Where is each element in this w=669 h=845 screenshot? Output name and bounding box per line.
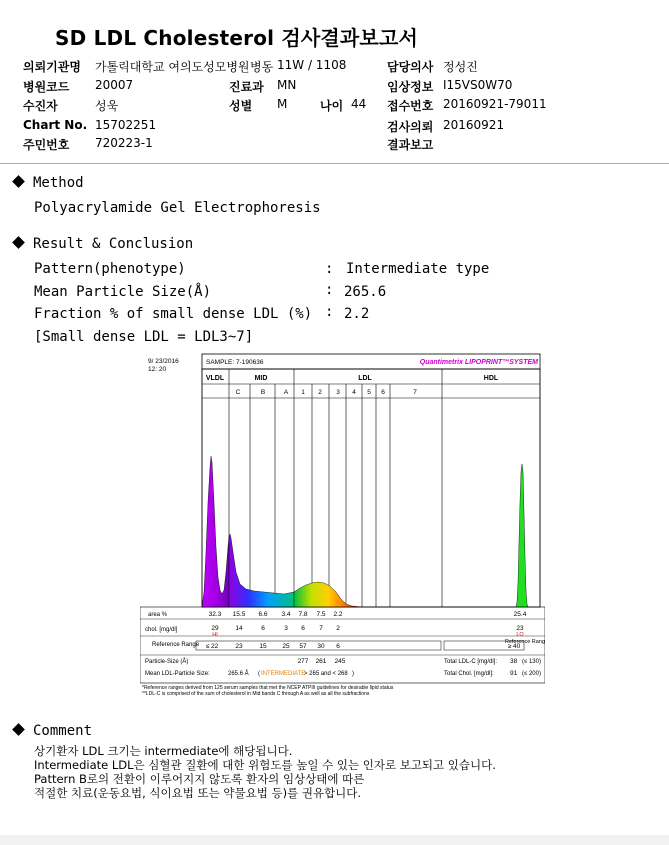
chol-value: 6 [301, 625, 305, 632]
result-heading-text: Result & Conclusion [33, 236, 194, 252]
total-chol-label: Total Chol. [mg/dl]: [444, 671, 494, 677]
resident-label: 주민번호 [23, 138, 70, 152]
sex-value: M [277, 97, 288, 111]
comment-heading [14, 723, 92, 739]
reqdate-label: 검사의뢰 [387, 120, 434, 134]
reqdate-value: 20160921 [443, 118, 505, 132]
chart-no-label: Chart No. [23, 118, 88, 132]
ref-value: ≤ 22 [205, 643, 219, 650]
band-label-b: B [260, 389, 266, 396]
area-value: 32.3 [208, 611, 222, 618]
lipoprint-figure [140, 352, 545, 697]
age-value: 44 [351, 97, 367, 111]
footnote-1: *Reference ranges derived from 125 serum samples that met the NCEP ATPIII guidelines for desirable lipid status [142, 685, 394, 691]
ref-value: 30 [317, 643, 325, 650]
size-label: Mean Particle Size(Å) [34, 284, 212, 300]
comment-line: Pattern B로의 전환이 이루어지지 않도록 환자의 임상상태에 따른 [34, 772, 365, 786]
receipt-label: 접수번호 [387, 99, 434, 113]
header-divider [0, 163, 669, 164]
chol-row-label: chol. [mg/dl] [145, 627, 178, 633]
band-label-c: C [235, 389, 241, 396]
mean-size-ref: > 265 and < 268 [304, 671, 348, 677]
ward-value: 11W / 1108 [277, 58, 347, 72]
chart-no-value: 15702251 [95, 118, 157, 132]
band-label-1: 1 [301, 389, 305, 396]
total-chol-value: 91 [510, 670, 518, 677]
diamond-bullet-icon [12, 723, 25, 736]
org-value: 가톨릭대학교 여의도성모병원 [95, 60, 250, 74]
pattern-colon: : [325, 261, 334, 277]
particle-size-1: 277 [297, 658, 309, 665]
ref-value: 57 [299, 643, 307, 650]
pattern-label: Pattern(phenotype) [34, 261, 186, 277]
sex-label: 성별 [229, 99, 253, 113]
method-heading [14, 175, 84, 191]
mean-size-paren-close: ) [352, 671, 354, 677]
particle-size-2: 261 [315, 658, 327, 665]
chol-value: 7 [319, 625, 323, 632]
area-value: 15.5 [232, 611, 246, 618]
group-label-hdl: HDL [483, 375, 499, 382]
diamond-bullet-icon [12, 175, 25, 188]
chol-value: 14 [235, 625, 243, 632]
patient-label: 수진자 [23, 99, 58, 113]
area-value: 6.6 [258, 611, 268, 618]
age-label: 나이 [320, 99, 344, 113]
band-label-a: A [283, 389, 289, 396]
footnote-2: **LDL-C is comprised of the sum of cholesterol in Mid bands C through A as well as all the subfractions [142, 691, 370, 697]
fraction-label: Fraction % of small dense LDL (%) [34, 306, 313, 322]
chart-sample: SAMPLE: 7-190636 [206, 359, 264, 366]
total-ldl-value: 38 [510, 658, 518, 665]
mean-size-label: Mean LDL-Particle Size: [145, 671, 210, 677]
mean-size-paren-open: ( [258, 671, 260, 677]
hospcode-label: 병원코드 [23, 80, 70, 94]
mean-size-value: 265.6 Å [228, 671, 249, 677]
comment-line: 상기환자 LDL 크기는 intermediate에 해당됩니다. [34, 744, 293, 758]
sdldl-note: [Small dense LDL = LDL3~7] [34, 329, 254, 345]
clinical-value: I15VS0W70 [443, 78, 513, 92]
ref-value: 25 [282, 643, 290, 650]
ref-value: 23 [235, 643, 243, 650]
receipt-value: 20160921-79011 [443, 97, 547, 111]
report-label: 결과보고 [387, 138, 434, 152]
diamond-bullet-icon [12, 236, 25, 249]
area-value: 3.4 [281, 611, 291, 618]
fraction-colon: : [325, 304, 334, 320]
group-label-vldl: VLDL [205, 375, 225, 382]
ward-label: 병동 [250, 60, 274, 74]
clinical-label: 임상정보 [387, 80, 434, 94]
figure-background [140, 352, 545, 697]
chol-value: 2 [336, 625, 340, 632]
total-ldl-ref: (≤ 130) [522, 659, 541, 665]
comment-line: Intermediate LDL은 심혈관 질환에 대한 위험도를 높일 수 있는 인자로 보고되고 있습니다. [34, 758, 496, 772]
comment-line: 적절한 치료(운동요법, 식이요법 또는 약물요법 등)를 권유합니다. [34, 786, 362, 800]
chart-brand: Quantimetrix LIPOPRINT™SYSTEM [419, 359, 538, 366]
band-label-4: 4 [352, 389, 356, 396]
area-value: 25.4 [513, 611, 527, 618]
area-value: 7.5 [316, 611, 326, 618]
ref-right-label: Reference Range [504, 639, 545, 645]
group-label-ldl: LDL [358, 375, 372, 382]
org-label: 의뢰기관명 [23, 60, 81, 74]
total-ldl-label: Total LDL-C [mg/dl]: [444, 659, 498, 665]
chol-value: 29 [211, 625, 219, 632]
pattern-value: Intermediate type [346, 261, 490, 277]
chol-value: 6 [261, 625, 265, 632]
mean-size-class: INTERMEDIATE [261, 671, 306, 677]
particle-size-3: 245 [334, 658, 346, 665]
vldl-hi-flag: HI [212, 632, 218, 638]
comment-heading-text: Comment [33, 723, 93, 739]
chol-value: 3 [284, 625, 288, 632]
resident-value: 720223-1 [95, 136, 153, 150]
doctor-value: 정성진 [443, 60, 478, 74]
band-label-6: 6 [381, 389, 385, 396]
chart-time: 12: 20 [148, 366, 167, 373]
hdl-lo-flag: LO [516, 632, 524, 638]
fraction-value: 2.2 [344, 306, 370, 322]
band-label-7: 7 [413, 389, 417, 396]
dept-label: 진료과 [229, 80, 264, 94]
method-heading-text: Method [33, 175, 84, 191]
ref-value: 6 [336, 643, 340, 650]
band-label-2: 2 [318, 389, 322, 396]
hospcode-value: 20007 [95, 78, 134, 92]
report-title: SD LDL Cholesterol 검사결과보고서 [55, 26, 418, 50]
dept-value: MN [277, 78, 297, 92]
area-value: 7.8 [298, 611, 308, 618]
result-heading [14, 236, 193, 252]
doctor-label: 담당의사 [387, 60, 434, 74]
chol-value: 23 [516, 625, 524, 632]
size-value: 265.6 [344, 284, 387, 300]
ref-row-label: Reference Range [152, 642, 200, 648]
area-row-label: area % [148, 612, 168, 618]
area-value: 2.2 [333, 611, 343, 618]
patient-value: 성욱 [95, 99, 119, 113]
band-label-3: 3 [336, 389, 340, 396]
size-colon: : [325, 282, 334, 298]
ref-value: ≥ 40 [507, 643, 521, 650]
band-label-5: 5 [367, 389, 371, 396]
group-label-mid: MID [254, 375, 268, 382]
method-text: Polyacrylamide Gel Electrophoresis [34, 200, 321, 216]
chart-date: 9/ 23/2016 [148, 358, 179, 365]
particle-size-label: Particle-Size (Å) [145, 659, 189, 665]
ref-value: 15 [259, 643, 267, 650]
total-chol-ref: (≤ 200) [522, 671, 541, 677]
